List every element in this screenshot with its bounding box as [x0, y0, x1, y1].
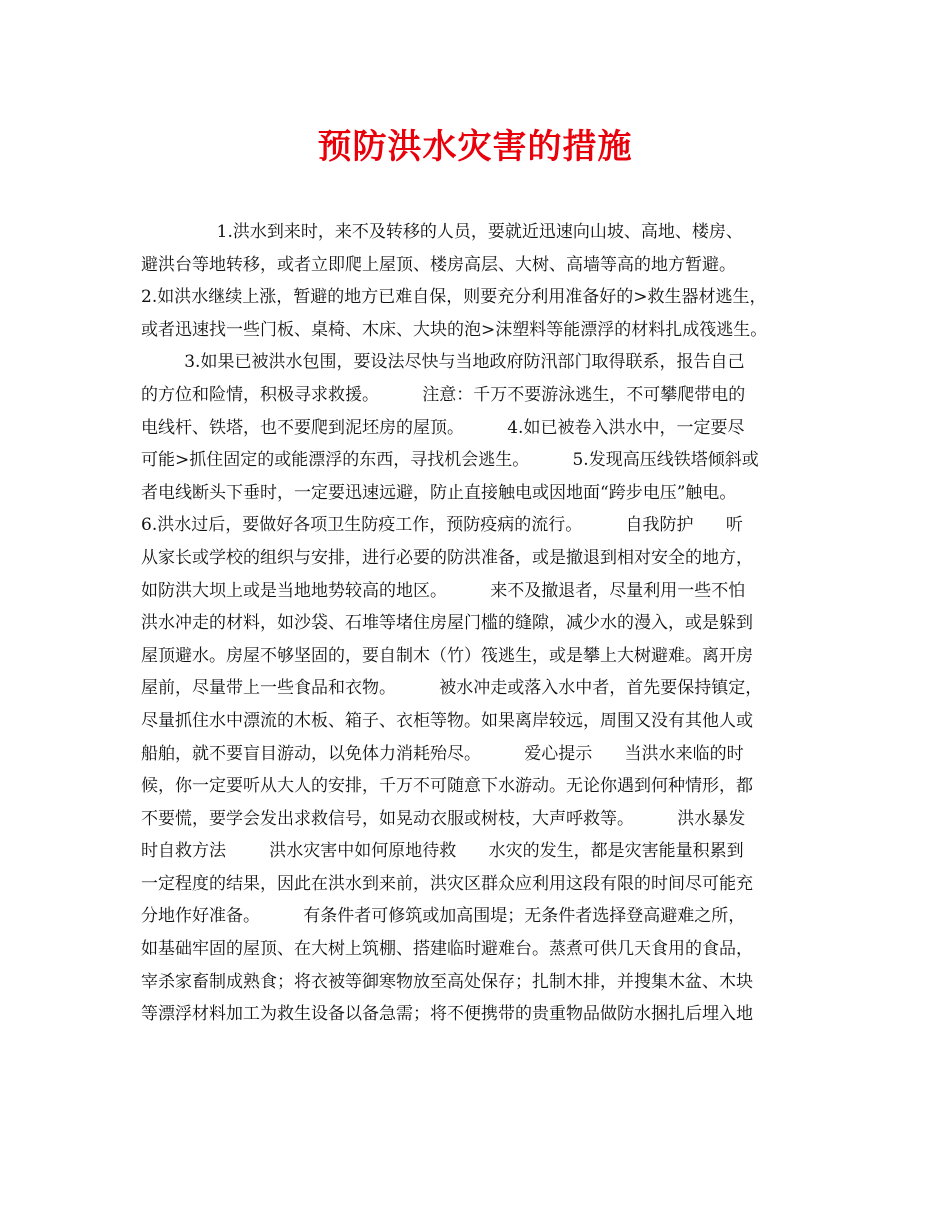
body-line: 的方位和险情，积极寻求救援。 注意：千万不要游泳逃生，不可攀爬带电的	[141, 384, 746, 405]
body-line: 船舶，就不要盲目游动，以免体力消耗殆尽。 爱心提示 当洪水来临的时	[141, 743, 744, 764]
body-line: 可能>抓住固定的或能漂浮的东西，寻找机会逃生。 5.发现高压线铁塔倾斜或	[141, 450, 759, 471]
body-line: 1.洪水到来时，来不及转移的人员，要就近迅速向山坡、高地、楼房、	[141, 222, 743, 242]
body-line: 宰杀家畜制成熟食；将衣被等御寒物放至高处保存；扎制木排，并搜集木盆、木块	[141, 971, 753, 992]
body-line: 避洪台等地转移，或者立即爬上屋顶、楼房高层、大树、高墙等高的地方暂避。	[141, 254, 736, 275]
body-line: 一定程度的结果，因此在洪水到来前，洪灾区群众应利用这段有限的时间尽可能充	[141, 873, 753, 894]
document-title: 预防洪水灾害的措施	[317, 127, 633, 167]
body-line: 电线杆、铁塔，也不要爬到泥坯房的屋顶。 4.如已被卷入洪水中，一定要尽	[141, 417, 745, 438]
body-line: 6.洪水过后，要做好各项卫生防疫工作，预防疫病的流行。 自我防护 听	[141, 515, 743, 536]
body-line: 等漂浮材料加工为救生设备以备急需；将不便携带的贵重物品做防水捆扎后埋入地	[141, 1004, 753, 1025]
body-line: 者电线断头下垂时，一定要迅速远避，防止直接触电或因地面“跨步电压”触电。	[141, 482, 737, 503]
body-line: 如防洪大坝上或是当地地势较高的地区。 来不及撤退者，尽量利用一些不怕	[141, 580, 746, 601]
body-line: 或者迅速找一些门板、桌椅、木床、大块的泡>沫塑料等能漂浮的材料扎成筏逃生。	[141, 319, 768, 340]
body-line: 分地作好准备。 有条件者可修筑或加高围堤；无条件者选择登高避难之所，	[141, 906, 746, 927]
body-line: 3.如果已被洪水包围，要设法尽快与当地政府防汛部门取得联系，报告自己	[141, 352, 745, 373]
document-body	[141, 216, 831, 1031]
body-line: 洪水冲走的材料，如沙袋、石堆等堵住房屋门槛的缝隙，减少水的漫入，或是躲到	[141, 613, 753, 634]
body-line: 如基础牢固的屋顶、在大树上筑棚、搭建临时避难台。蒸煮可供几天食用的食品，	[141, 939, 753, 960]
body-line: 2.如洪水继续上涨，暂避的地方已难自保，则要充分利用准备好的>救生器材逃生，	[141, 287, 767, 308]
body-line: 尽量抓住水中漂流的木板、箱子、衣柜等物。如果离岸较远，周围又没有其他人或	[141, 710, 753, 731]
body-line: 从家长或学校的组织与安排，进行必要的防洪准备，或是撤退到相对安全的地方，	[141, 547, 753, 568]
body-line: 候，你一定要听从大人的安排，千万不可随意下水游动。无论你遇到何种情形，都	[141, 776, 753, 797]
body-line: 屋前，尽量带上一些食品和衣物。 被水冲走或落入水中者，首先要保持镇定，	[141, 678, 763, 699]
body-line: 屋顶避水。房屋不够坚固的，要自制木（竹）筏逃生，或是攀上大树避难。离开房	[141, 645, 753, 666]
body-line: 不要慌，要学会发出求救信号，如晃动衣服或树枝，大声呼救等。 洪水暴发	[141, 808, 746, 829]
body-line: 时自救方法 洪水灾害中如何原地待救 水灾的发生，都是灾害能量积累到	[141, 841, 744, 862]
